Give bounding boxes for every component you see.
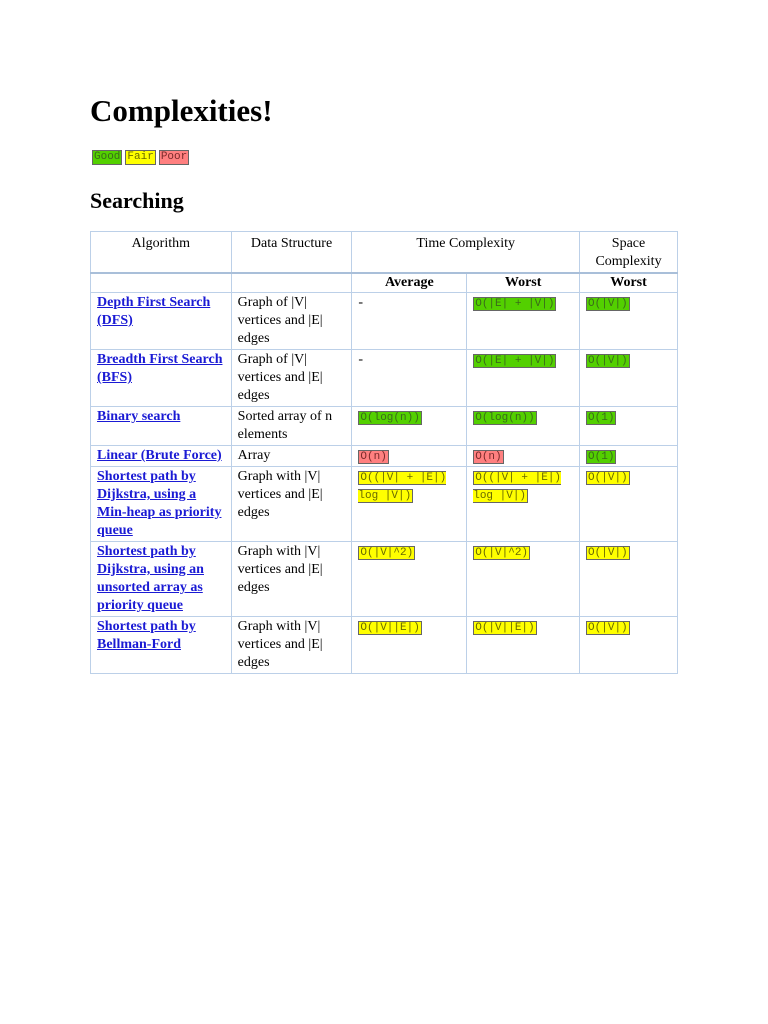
worst-complexity: O(|E| + |V|)	[475, 298, 555, 310]
average-cell	[352, 446, 467, 467]
space-cell	[580, 293, 678, 350]
data-structure-cell: Graph with |V| vertices and |E| edges	[231, 617, 352, 674]
data-structure-cell: Graph with |V| vertices and |E| edges	[231, 542, 352, 617]
legend	[92, 150, 189, 165]
table-row	[91, 542, 678, 617]
algorithm-link[interactable]: Shortest path by Dijkstra, using a Min-heap as priority queue	[97, 469, 222, 538]
table-row	[91, 293, 678, 350]
legend-good: Good	[94, 151, 121, 163]
worst-complexity: O(|V||E|)	[475, 622, 535, 634]
data-structure-cell: Sorted array of n elements	[231, 407, 352, 446]
worst-cell	[467, 350, 580, 407]
header-time-complexity: Time Complexity	[352, 232, 580, 274]
worst-cell	[467, 407, 580, 446]
algorithm-cell	[91, 350, 232, 407]
table-row	[91, 350, 678, 407]
worst-complexity: O(|E| + |V|)	[475, 355, 555, 367]
average-cell	[352, 617, 467, 674]
subheader-empty-2	[231, 273, 352, 293]
table-row	[91, 446, 678, 467]
subheader-space-worst: Worst	[580, 273, 678, 293]
data-structure-cell: Graph of |V| vertices and |E| edges	[231, 293, 352, 350]
average-complexity: -	[358, 295, 364, 310]
algorithm-cell	[91, 446, 232, 467]
space-cell	[580, 350, 678, 407]
algorithm-link[interactable]: Shortest path by Dijkstra, using an unsorted array as priority queue	[97, 544, 204, 613]
space-complexity: O(1)	[588, 412, 615, 424]
space-cell	[580, 617, 678, 674]
average-cell	[352, 542, 467, 617]
subheader-average: Average	[352, 273, 467, 293]
algorithm-link[interactable]: Linear (Brute Force)	[97, 448, 222, 463]
algorithm-cell	[91, 467, 232, 542]
data-structure-cell: Graph of |V| vertices and |E| edges	[231, 350, 352, 407]
average-complexity: O(|V||E|)	[360, 622, 420, 634]
average-complexity: O(log(n))	[360, 412, 420, 424]
complexity-table	[90, 231, 678, 674]
worst-cell	[467, 617, 580, 674]
algorithm-link[interactable]: Breadth First Search (BFS)	[97, 352, 223, 385]
table-row	[91, 407, 678, 446]
space-cell	[580, 467, 678, 542]
space-complexity: O(|V|)	[588, 622, 628, 634]
space-complexity: O(|V|)	[588, 547, 628, 559]
algorithm-cell	[91, 407, 232, 446]
data-structure-cell: Array	[231, 446, 352, 467]
average-complexity: -	[358, 352, 364, 367]
algorithm-link[interactable]: Shortest path by Bellman-Ford	[97, 619, 196, 652]
table-row	[91, 467, 678, 542]
space-complexity: O(|V|)	[588, 472, 628, 484]
table-row	[91, 617, 678, 674]
worst-cell	[467, 542, 580, 617]
subheader-worst: Worst	[467, 273, 580, 293]
data-structure-cell: Graph with |V| vertices and |E| edges	[231, 467, 352, 542]
header-space-complexity: Space Complexity	[580, 232, 678, 274]
average-cell	[352, 467, 467, 542]
worst-complexity: O(|V|^2)	[475, 547, 529, 559]
space-cell	[580, 446, 678, 467]
worst-complexity: O(n)	[475, 451, 502, 463]
algorithm-cell	[91, 293, 232, 350]
space-complexity: O(|V|)	[588, 355, 628, 367]
algorithm-link[interactable]: Depth First Search (DFS)	[97, 295, 211, 328]
space-cell	[580, 542, 678, 617]
worst-cell	[467, 293, 580, 350]
algorithm-link[interactable]: Binary search	[97, 409, 181, 424]
worst-complexity: O((|V| + |E|) log |V|)	[473, 472, 562, 502]
section-title: Searching	[90, 188, 184, 213]
average-cell	[352, 293, 467, 350]
average-cell	[352, 350, 467, 407]
legend-poor: Poor	[160, 151, 188, 163]
worst-cell	[467, 467, 580, 542]
legend-fair: Fair	[127, 151, 154, 163]
space-cell	[580, 407, 678, 446]
average-complexity: O((|V| + |E|) log |V|)	[358, 472, 447, 502]
average-complexity: O(|V|^2)	[360, 547, 414, 559]
algorithm-cell	[91, 617, 232, 674]
worst-complexity: O(log(n))	[475, 412, 535, 424]
page-title: Complexities!	[90, 93, 273, 128]
average-complexity: O(n)	[360, 451, 387, 463]
space-complexity: O(1)	[588, 451, 615, 463]
header-algorithm: Algorithm	[91, 232, 232, 274]
header-data-structure: Data Structure	[231, 232, 352, 274]
algorithm-cell	[91, 542, 232, 617]
worst-cell	[467, 446, 580, 467]
subheader-empty-1	[91, 273, 232, 293]
table-body	[91, 293, 678, 674]
average-cell	[352, 407, 467, 446]
space-complexity: O(|V|)	[588, 298, 628, 310]
